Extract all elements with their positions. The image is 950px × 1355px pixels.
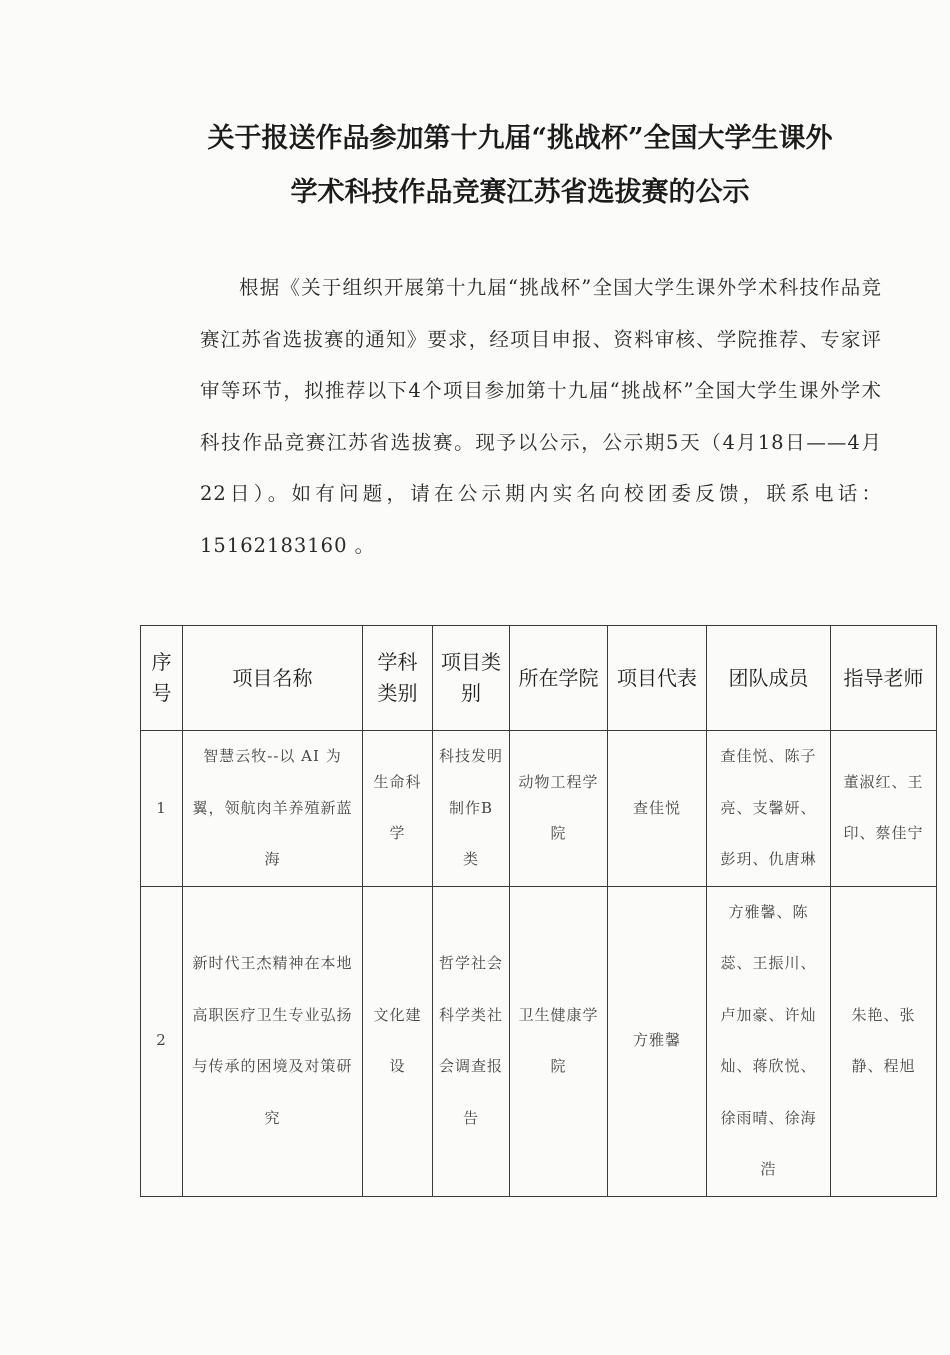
header-cell: 项目名称 [183,626,363,731]
header-cell: 序号 [141,626,183,731]
body-paragraph: 根据《关于组织开展第十九届“挑战杯”全国大学生课外学术科技作品竞赛江苏省选拔赛的通知》要求，经项目申报、资料审核、学院推荐、专家评审等环节，拟推荐以下4个项目参加第十九届“挑战杯”全国大学生课外学术科技作品竞赛江苏省选拔赛。现予以公示，公示期5天（4月18日——4月22日）。如有问题，请在公示期内实名向校团委反馈，联系电话：15162183160 。 [200,276,882,557]
header-cell: 项目代表 [608,626,707,731]
table-header-row [141,626,937,731]
cell-team-members: 方雅馨、陈蕊、王振川、卢加豪、许灿灿、蒋欣悦、徐雨晴、徐海浩 [707,886,831,1196]
table-row [141,886,937,1196]
cell-index: 2 [141,886,183,1196]
cell-index: 1 [141,731,183,887]
header-cell: 指导老师 [831,626,937,731]
cell-project-name: 智慧云牧--以 AI 为翼，领航肉羊养殖新蓝海 [183,731,363,887]
title-line-2: 学术科技作品竞赛江苏省选拔赛的公示 [290,177,750,208]
header-cell: 项目类别 [433,626,510,731]
cell-category: 科技发明制作B 类 [433,731,510,887]
cell-college: 卫生健康学院 [510,886,608,1196]
notice-title [150,112,890,220]
header-cell: 所在学院 [510,626,608,731]
table-row [141,731,937,887]
cell-category: 哲学社会科学类社会调查报告 [433,886,510,1196]
cell-project-name: 新时代王杰精神在本地高职医疗卫生专业弘扬与传承的困境及对策研究 [183,886,363,1196]
cell-team-members: 查佳悦、陈子亮、支馨妍、彭玥、仇唐琳 [707,731,831,887]
cell-advisors: 董淑红、王印、蔡佳宁 [831,731,937,887]
cell-discipline: 文化建设 [363,886,433,1196]
cell-representative: 查佳悦 [608,731,707,887]
header-cell: 团队成员 [707,626,831,731]
cell-college: 动物工程学院 [510,731,608,887]
title-line-1: 关于报送作品参加第十九届“挑战杯”全国大学生课外 [207,123,833,154]
project-table [140,625,937,1197]
cell-discipline: 生命科学 [363,731,433,887]
header-cell: 学科类别 [363,626,433,731]
cell-advisors: 朱艳、张静、程旭 [831,886,937,1196]
notice-body [200,262,882,571]
cell-representative: 方雅馨 [608,886,707,1196]
